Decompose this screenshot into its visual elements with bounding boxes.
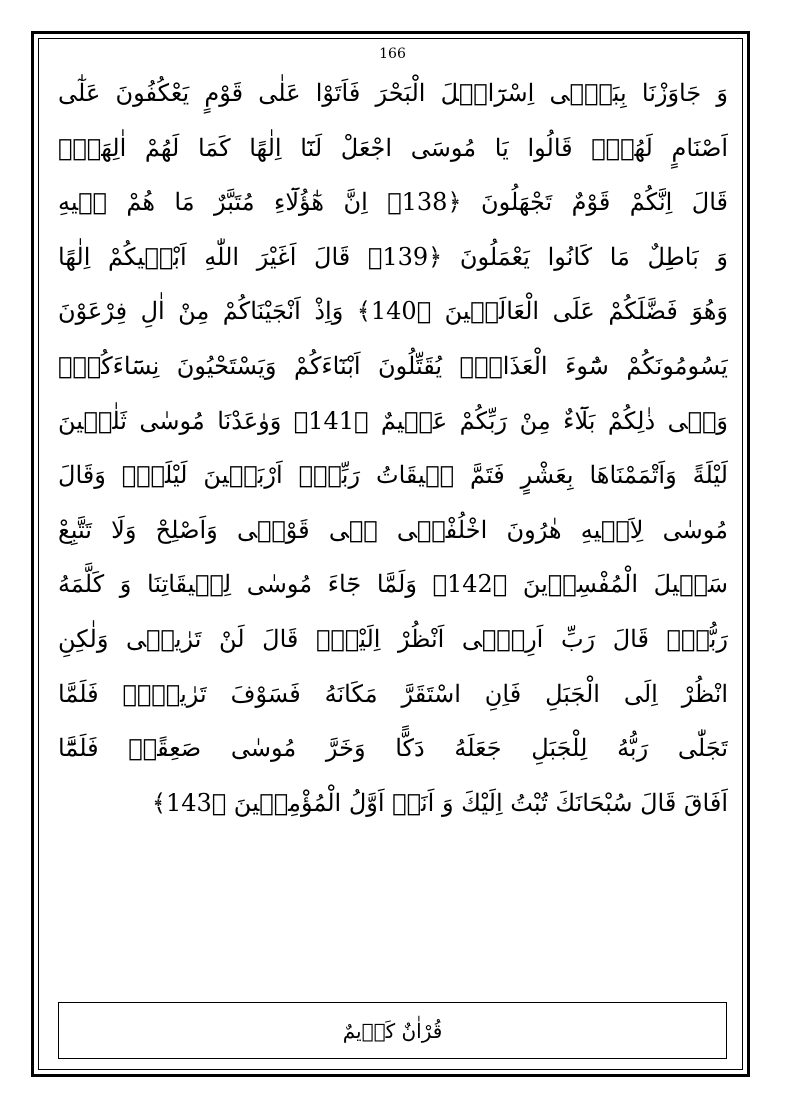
text-line: وَ بَاطِلٌ مَا كَانُوا يَعْمَلُونَ ﴿139﴾ قَالَ اَغَيْرَ اللّٰهِ اَبْغٖيكُمْ اِلٰهًا bbox=[58, 242, 728, 271]
footer-title-box bbox=[58, 1002, 727, 1059]
text-line: وَفٖى ذٰلِكُمْ بَلَٓاءٌ مِنْ رَبِّكُمْ عَظٖيمٌ ﴿141﴾ وَوٰعَدْنَا مُوسٰى ثَلٰثٖينَ bbox=[58, 406, 728, 435]
text-line: رَبُّهُۙ قَالَ رَبِّ اَرِنٖٓى اَنْظُرْ اِلَيْكَۜ قَالَ لَنْ تَرٰينٖى وَلٰكِنِ bbox=[58, 624, 728, 653]
text-line: لَيْلَةً وَاَتْمَمْنَاهَا بِعَشْرٍ فَتَمَّ مٖيقَاتُ رَبِّهٖٓ اَرْبَعٖينَ لَيْلَةًۚ وَقَالَ bbox=[58, 461, 728, 490]
text-line: اَفَاقَ قَالَ سُبْحَانَكَ تُبْتُ اِلَيْكَ وَ اَنَا۬ اَوَّلُ الْمُؤْمِنٖينَ ﴿143﴾ bbox=[151, 788, 728, 817]
quran-text-block bbox=[58, 66, 728, 830]
text-line: مُوسٰى لِاَخٖيهِ هٰرُونَ اخْلُفْنٖى فٖى قَوْمٖى وَاَصْلِحْ وَلَا تَتَّبِعْ bbox=[58, 515, 728, 544]
text-line: يَسُومُونَكُمْ سُٓوءَ الْعَذَابِۚ يُقَتِّلُونَ اَبْنَٓاءَكُمْ وَيَسْتَحْيُونَ نِسَٓاءَكُمْۜ bbox=[58, 351, 728, 380]
text-line: انْظُرْ اِلَى الْجَبَلِ فَاِنِ اسْتَقَرَّ مَكَانَهُ فَسَوْفَ تَرٰينٖىۚ فَلَمَّا bbox=[58, 679, 728, 708]
text-line: سَبٖيلَ الْمُفْسِدٖينَ ﴿142﴾ وَلَمَّا جَٓاءَ مُوسٰى لِمٖيقَاتِنَا وَ كَلَّمَهُ bbox=[58, 570, 728, 599]
text-line: اَصْنَامٍ لَهُمْۚ قَالُوا يَا مُوسَى اجْعَلْ لَنَٓا اِلٰهًا كَمَا لَهُمْ اٰلِهَةٌۜ bbox=[58, 133, 728, 162]
text-line: وَ جَاوَزْنَا بِبَنٖٓى اِسْرَٓائٖلَ الْبَحْرَ فَاَتَوْا عَلٰى قَوْمٍ يَعْكُفُونَ عَلٰٓى bbox=[58, 79, 728, 107]
text-line: قَالَ اِنَّكُمْ قَوْمٌ تَجْهَلُونَ ﴿138﴾ اِنَّ هٰٓؤُلَٓاءِ مُتَبَّرٌ مَا هُمْ فٖيهِ bbox=[58, 188, 728, 217]
text-line: وَهُوَ فَضَّلَكُمْ عَلَى الْعَالَمٖينَ ﴿140﴾ وَاِذْ اَنْجَيْنَاكُمْ مِنْ اٰلِ فِرْعَوْنَ bbox=[58, 297, 728, 326]
footer-title: قُرْاٰنٌ كَرٖيمٌ bbox=[342, 1018, 443, 1043]
text-line: تَجَلّٰى رَبُّهُ لِلْجَبَلِ جَعَلَهُ دَكًّا وَخَرَّ مُوسٰى صَعِقًاۚ فَلَمَّٓا bbox=[58, 734, 728, 763]
page-number: 166 bbox=[379, 46, 406, 62]
